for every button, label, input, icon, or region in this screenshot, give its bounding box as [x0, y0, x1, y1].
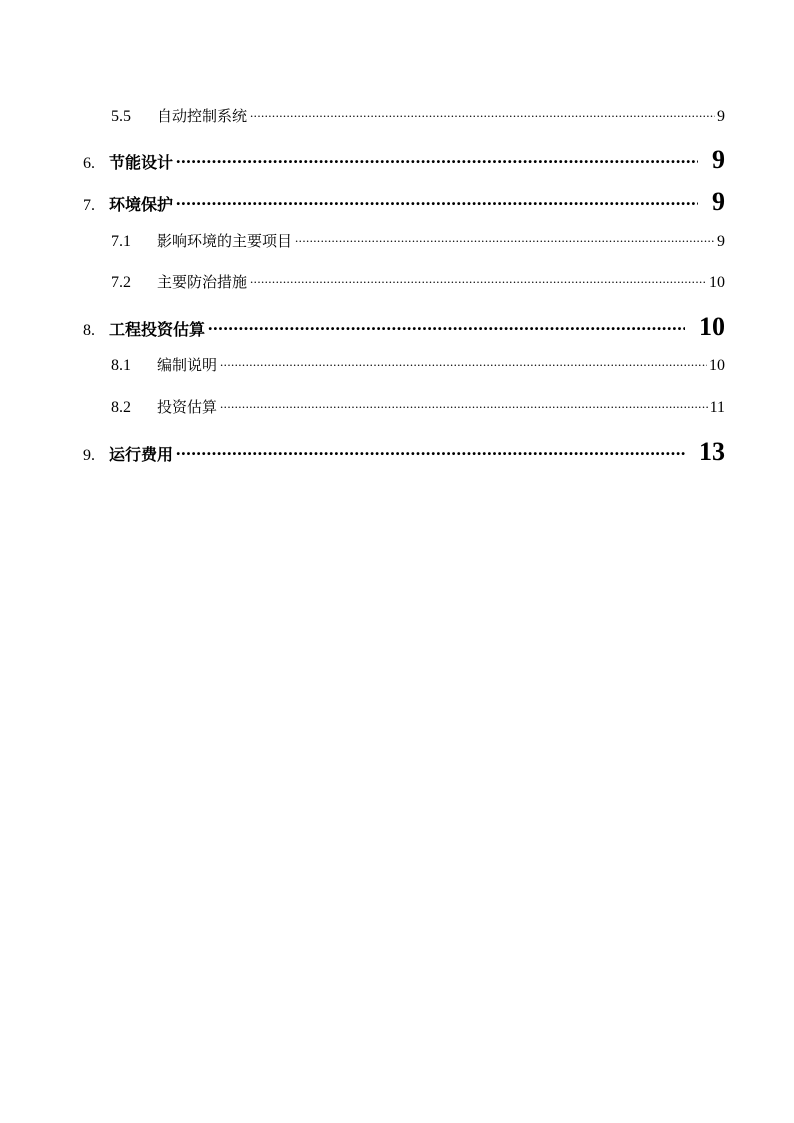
- dot-leader: [220, 355, 707, 370]
- toc-entry-page: 10: [709, 274, 725, 291]
- toc-entry-number: 8.1: [111, 357, 131, 374]
- toc-entry-title: 节能设计: [109, 153, 174, 172]
- toc-entry-title: 环境保护: [109, 195, 174, 214]
- toc-entry-title: 编制说明: [157, 356, 218, 374]
- toc-entry-7-2[interactable]: [111, 271, 725, 292]
- toc-entry-title: 影响环境的主要项目: [157, 232, 293, 250]
- toc-entry-page: 10: [709, 357, 725, 374]
- dot-leader: [220, 397, 708, 412]
- toc-entry-8[interactable]: [83, 312, 725, 342]
- toc-entry-number: 6.: [83, 155, 95, 172]
- dot-leader: [176, 444, 685, 460]
- toc-entry-page: 9: [712, 187, 725, 216]
- toc-entry-title: 运行费用: [109, 445, 174, 464]
- toc-entry-number: 7.: [83, 197, 95, 214]
- dot-leader: [295, 231, 715, 246]
- toc-entry-page: 9: [717, 108, 725, 125]
- toc-entry-number: 9.: [83, 447, 95, 464]
- dot-leader: [208, 319, 685, 335]
- toc-entry-8-1[interactable]: [111, 354, 725, 375]
- dot-leader: [176, 152, 698, 168]
- toc-entry-page: 11: [709, 399, 725, 416]
- toc-entry-page: 9: [717, 233, 725, 250]
- toc-entry-7-1[interactable]: [111, 230, 725, 251]
- toc-entry-title: 主要防治措施: [157, 273, 248, 291]
- toc-entry-number: 8.2: [111, 399, 131, 416]
- toc-entry-page: 9: [712, 145, 725, 174]
- toc-entry-5-5[interactable]: [111, 105, 725, 126]
- toc-entry-number: 8.: [83, 322, 95, 339]
- toc-entry-number: 7.2: [111, 274, 131, 291]
- dot-leader: [250, 272, 707, 287]
- dot-leader: [176, 194, 698, 210]
- toc-entry-9[interactable]: [83, 437, 725, 467]
- toc-entry-7[interactable]: [83, 187, 725, 217]
- toc-entry-title: 投资估算: [157, 398, 218, 416]
- toc-entry-6[interactable]: [83, 145, 725, 175]
- toc-entry-title: 自动控制系统: [157, 107, 248, 125]
- toc-entry-number: 5.5: [111, 108, 131, 125]
- dot-leader: [250, 106, 715, 121]
- toc-entry-number: 7.1: [111, 233, 131, 250]
- toc-entry-title: 工程投资估算: [109, 320, 206, 339]
- toc-entry-8-2[interactable]: [111, 396, 725, 417]
- toc-entry-page: 13: [699, 437, 725, 466]
- toc-entry-page: 10: [699, 312, 725, 341]
